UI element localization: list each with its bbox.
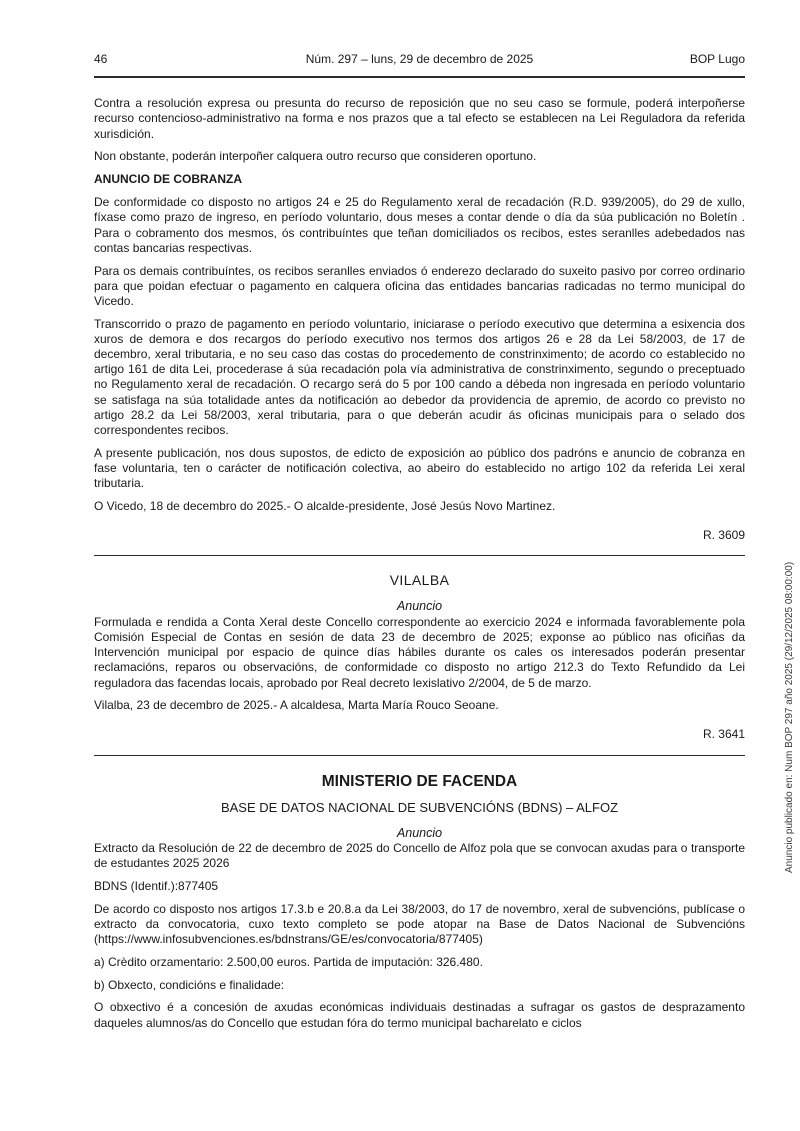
paragraph: Non obstante, poderán interpoñer calquera outro recurso que consideren oportuno.	[94, 149, 537, 164]
section-vicedo	[94, 96, 745, 543]
ministry-subtitle: BASE DE DATOS NACIONAL DE SUBVENCIÓNS (BDNS) – ALFOZ	[220, 799, 619, 815]
cobranza-heading: ANUNCIO DE COBRANZA	[94, 172, 242, 187]
item-a: a) Crèdito orzamentario: 2.500,00 euros. Partida de imputación: 326.480.	[94, 954, 483, 969]
paragraph: Para os demais contribuíntes, os recibos seranlles enviados ó enderezo declarado do suxeito pasivo por correo ordinario para que poidan efectuar o pagamento en calquera oficina das entidades bancarias radicadas no termo municipal do Vicedo.	[94, 263, 745, 308]
reference-number: R. 3641	[702, 727, 745, 742]
section-divider	[94, 555, 745, 556]
signature-line: Vilalba, 23 de decembro de 2025.- A alcaldesa, Marta María Rouco Seoane.	[94, 698, 499, 713]
bdns-identifier: BDNS (Identif.):877405	[94, 879, 219, 894]
paragraph: De conformidade co disposto no artigos 24 e 25 do Regulamento xeral de recadación (R.D. 939/2005), do 29 de xullo, fíxase como prazo de ingreso, en período voluntario, dous meses a contar dende o día da súa publicación no Boletín . Para o cobramento dos mesmos, ós contribuíntes que teñan domiciliados os recibos, estes seranlles adebedados nas contas bancarias respectivas.	[94, 195, 745, 255]
page-header	[94, 0, 745, 78]
paragraph: De acordo co disposto nos artigos 17.3.b e 20.8.a da Lei 38/2003, do 17 de novembro, xeral de subvencións, publícase o extracto da convocatoria, cuxo texto completo se pode atopar na Base de Datos Nacional de Subvencións (https://www.infosubvenciones.es/bdnstrans/GE/es/convocatoria/877405)	[94, 901, 745, 947]
masthead: BOP Lugo	[689, 52, 745, 66]
paragraph: Formulada e rendida a Conta Xeral deste Concello correspondente ao exercicio 2024 e informada favorablemente pola Comisión Especial de Contas en sesión de data 23 de decembro de 2025; exponse ao público nas oficiñas da Intervención municipal por espacio de quince días hábiles durante os cales os interesados poderán presentar reclamacións, reparos ou observacións, de conformidade co disposto no artigo 212.3 do Texto Refundido da Lei reguladora das facendas locais, aprobado por Real decreto lexislativo 2/2004, de 5 de marzo.	[94, 614, 745, 690]
publication-sidebar-note: Anuncio publicado en: Num BOP 297 año 2025 (29/12/2025 08:00:00)	[784, 561, 795, 873]
document-page	[94, 0, 745, 1038]
issue-info: Núm. 297 – luns, 29 de decembro de 2025	[305, 52, 534, 66]
reference-number: R. 3609	[702, 528, 745, 543]
anuncio-label: Anuncio	[396, 599, 443, 614]
section-ministerio	[94, 774, 745, 1031]
anuncio-label: Anuncio	[396, 826, 443, 841]
paragraph: Transcorrido o prazo de pagamento en período voluntario, iniciarase o período executivo que determina a esixencia dos xuros de demora e dos recargos do período executivo nos termos dos artigos 26 e 28 da Lei 58/2003, de 17 de decembro, xeral tributaria, e no seu caso das costas do procedemento de constrinximento; de acordo co establecido no artigo 161 de dita Lei, procederase á súa recadación pola vía administrativa de constrinximento, segundo o preceptuado no Regulamento xeral de recadación. O recargo será do 5 por 100 cando a débeda non ingresada en período voluntario se satisfaga na súa totalidade antes da notificación ao debedor da providencia de apremio, de acordo co previsto no artigo 28.2 da Lei 58/2003, xeral tributaria, para o que deberán acudir ás oficinas municipais para o selado dos correspondentes recibos.	[94, 316, 745, 438]
paragraph: O obxectivo é a concesión de axudas económicas individuais destinadas a sufragar os gastos de desprazamento daqueles alumnos/as do Concello que estudan fóra do termo municipal bacharelato e ciclos	[94, 1000, 745, 1030]
paragraph: Extracto da Resolución de 22 de decembro de 2025 do Concello de Alfoz pola que se convocan axudas para o transporte de estudantes 2025 2026	[94, 841, 745, 871]
item-b: b) Obxecto, condicións e finalidade:	[94, 977, 285, 992]
signature-line: O Vicedo, 18 de decembro do 2025.- O alcalde-presidente, José Jesús Novo Martinez.	[94, 498, 556, 513]
page-body	[94, 78, 745, 1031]
section-divider	[94, 755, 745, 756]
page-number: 46	[94, 52, 108, 66]
section-vilalba	[94, 573, 745, 742]
municipality-title: VILALBA	[389, 572, 450, 589]
ministry-title: MINISTERIO DE FACENDA	[321, 772, 518, 790]
paragraph: A presente publicación, nos dous supostos, de edicto de exposición ao público dos padróns e anuncio de cobranza en fase voluntaria, ten o carácter de notificación colectiva, ao abeiro do establecido no artigo 102 da referida Lei xeral tributaria.	[94, 445, 745, 491]
paragraph: Contra a resolución expresa ou presunta do recurso de reposición que no seu caso se formule, poderá interpoñerse recurso contencioso-administrativo na forma e nos prazos que a tal efecto se establecen na Lei Reguladora da referida xurisdición.	[94, 96, 745, 141]
